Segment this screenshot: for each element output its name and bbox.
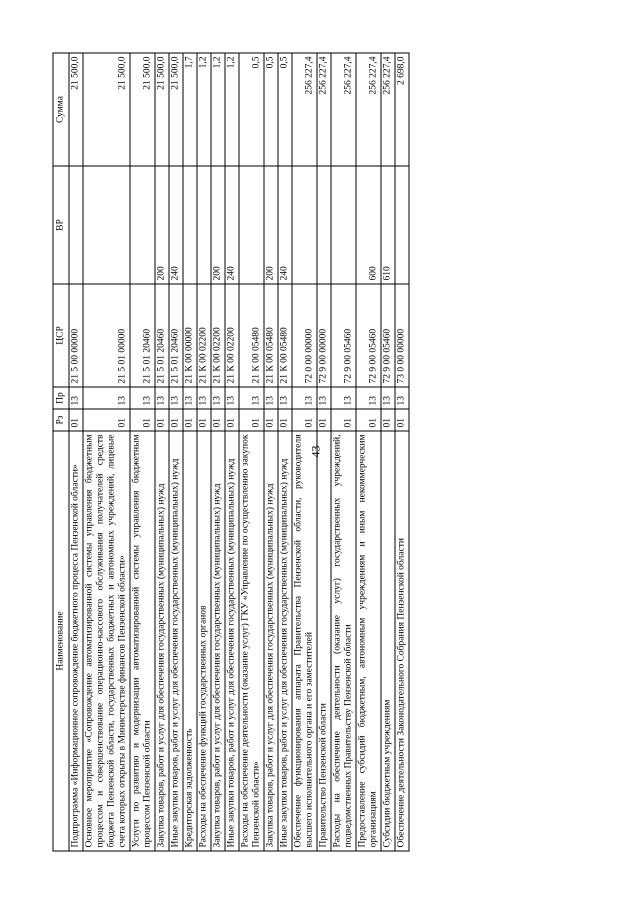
header-sum: Сумма [53,53,69,166]
cell-pr: 13 [356,387,381,409]
cell-pr: 13 [331,387,356,409]
cell-vr [197,166,211,284]
cell-name: Расходы на обеспечение деятельности (оказание услуг) государственных учреждений, подведомственных Правительству Пензенской области [331,431,356,851]
cell-csr: 72 0 00 00000 [292,284,317,387]
table-row [130,53,155,851]
cell-rz: 01 [239,409,264,431]
cell-vr: 200 [211,166,225,284]
cell-csr: 21 К 00 05480 [239,284,264,387]
cell-csr: 21 5 01 20460 [169,284,183,387]
cell-pr: 13 [130,387,155,409]
cell-sum: 1,7 [183,53,197,166]
cell-name: Обеспечение деятельности Законодательного Собрания Пензенской области [395,431,409,851]
cell-vr: 240 [169,166,183,284]
cell-csr: 21 5 01 20460 [155,284,169,387]
cell-rz: 01 [225,409,239,431]
cell-vr: 240 [278,166,292,284]
budget-table [53,53,410,852]
cell-csr: 21 К 00 02200 [225,284,239,387]
cell-sum: 0,5 [264,53,278,166]
cell-sum: 2 698,0 [395,53,409,166]
cell-name: Обеспечение функционирования аппарата Правительства Пензенской области, руководителя высшего исполнительного органа и его заместителей [292,431,317,851]
cell-sum: 256 227,4 [381,53,395,166]
table-row [183,53,197,851]
cell-name: Основное мероприятие «Сопровождение автоматизированной системы управления бюджетным процессом и совершенствование операционно-кассового обслуживания получателей средств бюджета Пензенской области, государственных бюджетных и автономных учреждений, лицевые счета которых открыты в Министерстве финансов Пензенской области» [83,431,130,851]
header-rz: Рз [53,409,69,431]
cell-csr: 72 9 00 05460 [331,284,356,387]
cell-pr: 13 [211,387,225,409]
table-row [264,53,278,851]
cell-csr: 21 К 00 02200 [197,284,211,387]
cell-vr [292,166,317,284]
cell-sum: 1,2 [211,53,225,166]
cell-rz: 01 [69,409,83,431]
cell-csr: 72 9 00 05460 [356,284,381,387]
cell-sum: 256 227,4 [292,53,317,166]
table-row [83,53,130,851]
cell-pr: 13 [225,387,239,409]
cell-csr: 73 0 00 00000 [395,284,409,387]
table-row [155,53,169,851]
table-row [69,53,83,851]
cell-name: Иные закупки товаров, работ и услуг для обеспечения государственных (муниципальных) нужд [169,431,183,851]
cell-pr: 13 [169,387,183,409]
cell-vr [395,166,409,284]
cell-sum: 256 227,4 [317,53,331,166]
cell-vr [130,166,155,284]
cell-pr: 13 [264,387,278,409]
cell-vr: 200 [264,166,278,284]
cell-pr: 13 [292,387,317,409]
table-row [395,53,409,851]
cell-csr: 21 К 00 05480 [264,284,278,387]
cell-vr: 610 [381,166,395,284]
cell-rz: 01 [331,409,356,431]
cell-sum: 256 227,4 [356,53,381,166]
cell-pr: 13 [183,387,197,409]
cell-sum: 21 500,0 [130,53,155,166]
cell-vr [83,166,130,284]
table-row [197,53,211,851]
cell-rz: 01 [183,409,197,431]
cell-vr: 200 [155,166,169,284]
cell-rz: 01 [130,409,155,431]
cell-pr: 13 [155,387,169,409]
table-row [169,53,183,851]
cell-name: Расходы на обеспечение функций государственных органов [197,431,211,851]
cell-rz: 01 [169,409,183,431]
cell-csr: 21 К 00 00000 [183,284,197,387]
cell-name: Подпрограмма «Информационное сопровождение бюджетного процесса Пензенской области» [69,431,83,851]
header-pr: Пр [53,387,69,409]
cell-name: Предоставление субсидий бюджетным, автономным учреждениям и иным некоммерческим организациям [356,431,381,851]
cell-name: Правительство Пензенской области [317,431,331,851]
cell-sum: 21 500,0 [83,53,130,166]
cell-sum: 1,2 [225,53,239,166]
cell-csr: 21 5 01 20460 [130,284,155,387]
cell-pr: 13 [239,387,264,409]
cell-vr [331,166,356,284]
table-row [317,53,331,851]
cell-csr: 21 5 01 00000 [83,284,130,387]
cell-sum: 256 227,4 [331,53,356,166]
cell-pr: 13 [317,387,331,409]
cell-rz: 01 [197,409,211,431]
cell-rz: 01 [83,409,130,431]
cell-rz: 01 [292,409,317,431]
budget-table-container [53,54,540,852]
cell-name: Субсидии бюджетным учреждениям [381,431,395,851]
header-csr: ЦСР [53,284,69,387]
cell-pr: 13 [395,387,409,409]
cell-name: Закупка товаров, работ и услуг для обеспечения государственных (муниципальных) нужд [211,431,225,851]
cell-vr [69,166,83,284]
cell-vr [317,166,331,284]
header-name: Наименование [53,431,69,851]
cell-vr [239,166,264,284]
cell-rz: 01 [211,409,225,431]
cell-csr: 21 5 00 00000 [69,284,83,387]
cell-csr: 21 К 00 05480 [278,284,292,387]
cell-rz: 01 [356,409,381,431]
table-row [239,53,264,851]
cell-rz: 01 [278,409,292,431]
table-row [225,53,239,851]
cell-csr: 21 К 00 02200 [211,284,225,387]
cell-rz: 01 [155,409,169,431]
cell-vr [183,166,197,284]
cell-rz: 01 [395,409,409,431]
cell-rz: 01 [317,409,331,431]
table-row [278,53,292,851]
cell-pr: 13 [69,387,83,409]
cell-pr: 13 [278,387,292,409]
cell-pr: 13 [83,387,130,409]
cell-sum: 0,5 [278,53,292,166]
cell-name: Иные закупки товаров, работ и услуг для обеспечения государственных (муниципальных) нужд [225,431,239,851]
header-vr: ВР [53,166,69,284]
cell-sum: 21 500,0 [69,53,83,166]
cell-name: Кредиторская задолженность [183,431,197,851]
cell-name: Закупка товаров, работ и услуг для обеспечения государственных (муниципальных) нужд [155,431,169,851]
cell-vr: 240 [225,166,239,284]
cell-name: Расходы на обеспечение деятельности (оказание услуг) ГКУ «Управление по осуществлению закупок Пензенской области» [239,431,264,851]
cell-name: Услуги по развитию и модернизации автоматизированной системы управления бюджетным процессом Пензенской области [130,431,155,851]
page-number: 43 [308,445,323,458]
cell-name: Иные закупки товаров, работ и услуг для обеспечения государственных (муниципальных) нужд [278,431,292,851]
cell-rz: 01 [381,409,395,431]
table-row [356,53,381,851]
table-row [292,53,317,851]
cell-pr: 13 [381,387,395,409]
cell-name: Закупка товаров, работ и услуг для обеспечения государственных (муниципальных) нужд [264,431,278,851]
cell-pr: 13 [197,387,211,409]
table-header-row [53,53,69,851]
cell-sum: 21 500,0 [155,53,169,166]
cell-sum: 1,2 [197,53,211,166]
cell-rz: 01 [264,409,278,431]
cell-sum: 0,5 [239,53,264,166]
cell-sum: 21 500,0 [169,53,183,166]
table-row [211,53,225,851]
cell-csr: 72 9 00 05460 [381,284,395,387]
table-row [331,53,356,851]
table-row [381,53,395,851]
cell-csr: 72 9 00 00000 [317,284,331,387]
cell-vr: 600 [356,166,381,284]
